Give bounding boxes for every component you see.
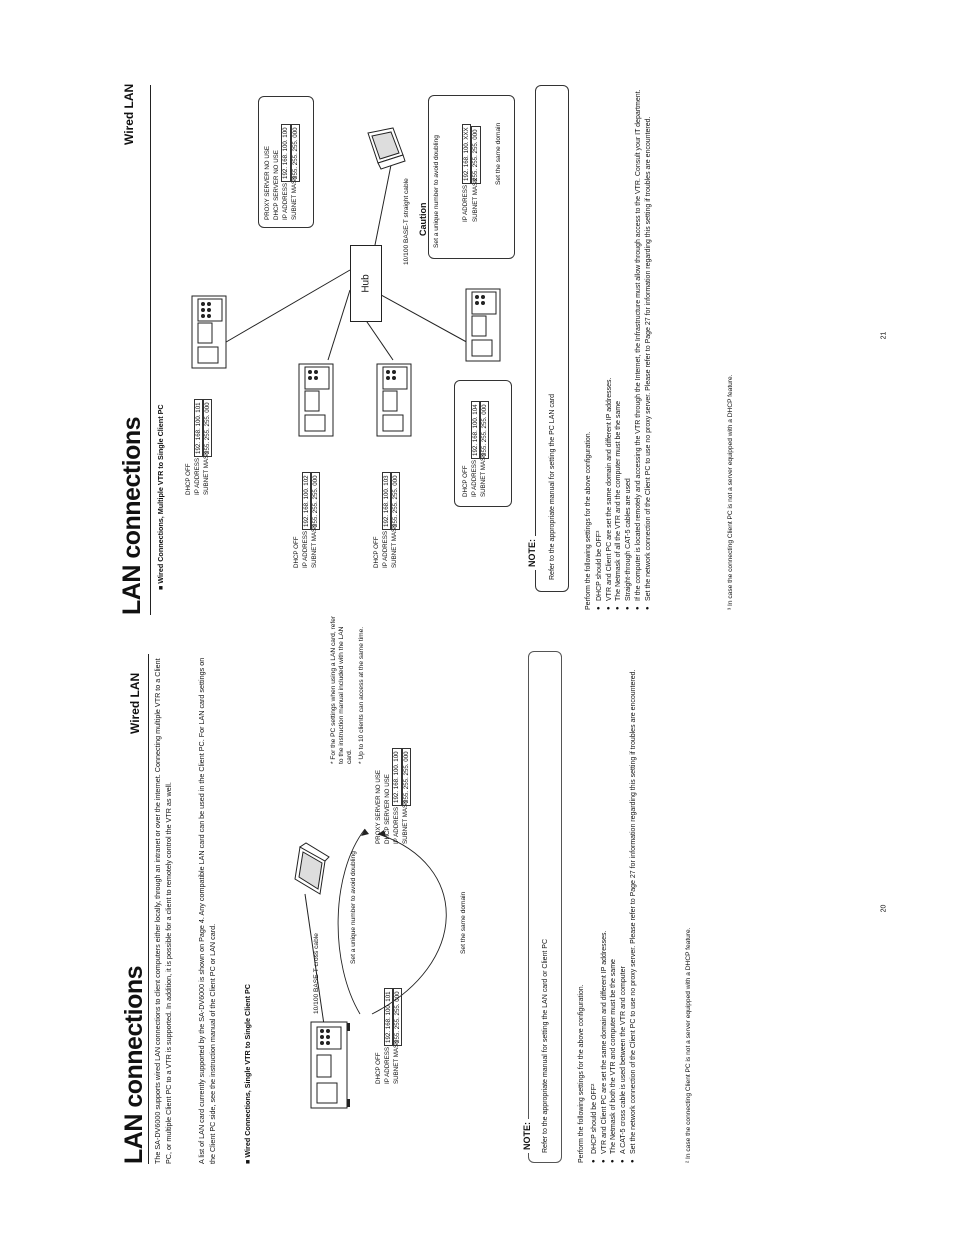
pc-mask-value: 255. 255. 255. 000 [402, 748, 411, 806]
pc-dhcp: DHCP SERVER NO USE [383, 774, 391, 844]
list-item: ● DHCP should be OFF³ [595, 85, 605, 610]
caution-text: Set a unique number to avoid doubling [433, 135, 440, 248]
list-item: ● Straight-through CAT-5 cables are used [624, 85, 634, 610]
subheading: ■ Wired Connections, Multiple VTR to Single Client PC [156, 404, 165, 590]
list-item: ● A CAT-5 cross cable is used between the VTR and computer [619, 643, 629, 1163]
vtr-device-icon [373, 363, 415, 438]
note-text: Refer to the appropriate manual for setting the PC LAN card [549, 394, 556, 580]
domain-label: Set the same domain [460, 891, 467, 954]
list-item: ● Set the network connection of the Client PC to use no proxy server. Please refer to Page 27 for information regarding this setting if troubles are encountered. [629, 643, 639, 1163]
vtr-dhcp: DHCP OFF [375, 1052, 382, 1084]
footnote-star-2: * Up to 10 clients can access at the same time. [358, 626, 365, 764]
unique-label: Set a unique number to avoid doubling [350, 851, 357, 964]
settings-block-right [585, 85, 653, 610]
note-text: Refer to the appropriate manual for setting the LAN card or Client PC [542, 939, 549, 1153]
vtr-config-4: DHCP OFF IP ADDRESS 192. 168. 100. 104 SUBNET MASK 255. 255. 255. 000 [462, 401, 489, 497]
page-title: LAN connections [118, 416, 146, 615]
hub-label: Hub [360, 274, 372, 293]
cable-label: 10/100 BASE-T cross cable [313, 933, 320, 1014]
pc-ip-label: IP ADDRESS [392, 806, 400, 844]
vtr-ip-value: 192. 168. 100. 101 [384, 988, 393, 1046]
vtr-mask-value: 255. 255. 255. 000 [393, 988, 402, 1046]
vtr-ip-label: IP ADDRESS [384, 1046, 391, 1084]
pc-ip-value: 192. 168. 100. 100 [392, 748, 401, 806]
intro-paragraph-2: A list of LAN card currently supported by the SA-DV6000 is shown on Page 4. Any compatible LAN card can be used in the Client PC. For LAN card settings on the Client PC side, see the instruction manual of the Client PC or LAN card. [197, 657, 217, 1164]
intro-paragraph: The SA-DV6000 supports wired LAN connections to client computers either locally, through an intranet or over the internet. Connecting multiple VTR to a Client PC, or multiple Client PC to a VTR is supported. In addition, it is possible for a client to remotely control the VTR as well. [153, 658, 173, 1164]
section-label: Wired LAN [128, 672, 142, 734]
subheading: ■ Wired Connections, Single VTR to Single Client PC [243, 984, 252, 1164]
vtr-device-icon [188, 295, 230, 370]
vtr-config-2: DHCP OFF IP ADDRESS 192. 168. 100. 102 SUBNET MASK 255. 255. 255. 000 [293, 472, 320, 568]
note-title: NOTE: [522, 1119, 532, 1153]
list-item: ● DHCP should be OFF² [590, 643, 600, 1163]
page-number-right: 21 [880, 331, 888, 340]
left-page-lower: NOTE: Refer to the appropriate manual for setting the LAN card or Client PC Perform the following settings for the above configuration. ● DHCP should be OFF² ● VTR and Client PC are set the same domain and different IP addresses. ● The Netmask of both the VTR and computer must be the same ● A CAT-5 cross cable is used between the VTR and computer ● Set the network connection of the Client PC to use no proxy server. Please refer to Page 27 for information regarding this setting if troubles are encountered. ² In case the connecting Client PC is not a server equipped with a DHCP feature. 20 [0, 0, 954, 1235]
section-label: Wired LAN [122, 83, 136, 145]
pc-proxy: PROXY SERVER NO USE [375, 769, 382, 844]
page-title: LAN connections [120, 965, 148, 1164]
page-number-left: 20 [880, 904, 888, 913]
list-item: ● If the computer is located remotely and accessing the VTR through the Internet, the Infrastructure must allow through access to the VTR. Consult your IT department. [634, 85, 644, 610]
perform-text: Perform the following settings for the above configuration. [585, 431, 592, 610]
footnote-right: ³ In case the connecting Client PC is not a server equipped with a DHCP feature. [727, 374, 734, 610]
list-item: ● VTR and Client PC are set the same domain and different IP addresses. [600, 643, 610, 1163]
caution-title: Caution [418, 202, 428, 236]
pc-mask-label: SUBNET MASK [402, 799, 409, 844]
footnote-star-1: * For the PC settings when using a LAN card, refer to the instruction manual included with the LAN card. [330, 615, 353, 764]
vtr-device-icon [295, 363, 337, 438]
list-item: ● The Netmask of all the VTR and the computer must be the same [614, 85, 624, 610]
vtr-mask-label: SUBNET MASK [393, 1039, 401, 1084]
vtr-config-1: DHCP OFF IP ADDRESS 192. 168. 100. 101 SUBNET MASK 255. 255. 255. 000 [185, 399, 212, 495]
vtr-config-3: DHCP OFF IP ADDRESS 192. 168. 100. 103 SUBNET MASK 255. 255. 255. 000 [373, 472, 400, 568]
domain-label: Set the same domain [495, 122, 502, 185]
hub-device [350, 245, 382, 322]
list-item: ● VTR and Client PC are set the same domain and different IP addresses. [605, 85, 615, 610]
perform-text: Perform the following settings for the above configuration. [578, 984, 585, 1163]
pc-config-block: PROXY SERVER NO USE DHCP SERVER NO USE IP ADDRESS 192. 168. 100. 100 SUBNET MASK 255. 255. 255. 000 [264, 124, 300, 220]
laptop-icon [363, 125, 408, 173]
list-item: ● Set the network connection of the Client PC to use no proxy server. Please refer to Page 27 for information regarding this setting if troubles are encountered. [644, 85, 654, 610]
vtr-device-icon [462, 288, 504, 363]
note-title: NOTE: [527, 536, 537, 570]
cable-label: 10/100 BASE-T straight cable [403, 178, 410, 265]
list-item: ● The Netmask of both the VTR and computer must be the same [609, 643, 619, 1163]
caution-config: IP ADDRESS 192. 168. 100. XXX SUBNET MASK 255. 255. 255. 000 [462, 124, 481, 222]
settings-list [595, 85, 653, 610]
